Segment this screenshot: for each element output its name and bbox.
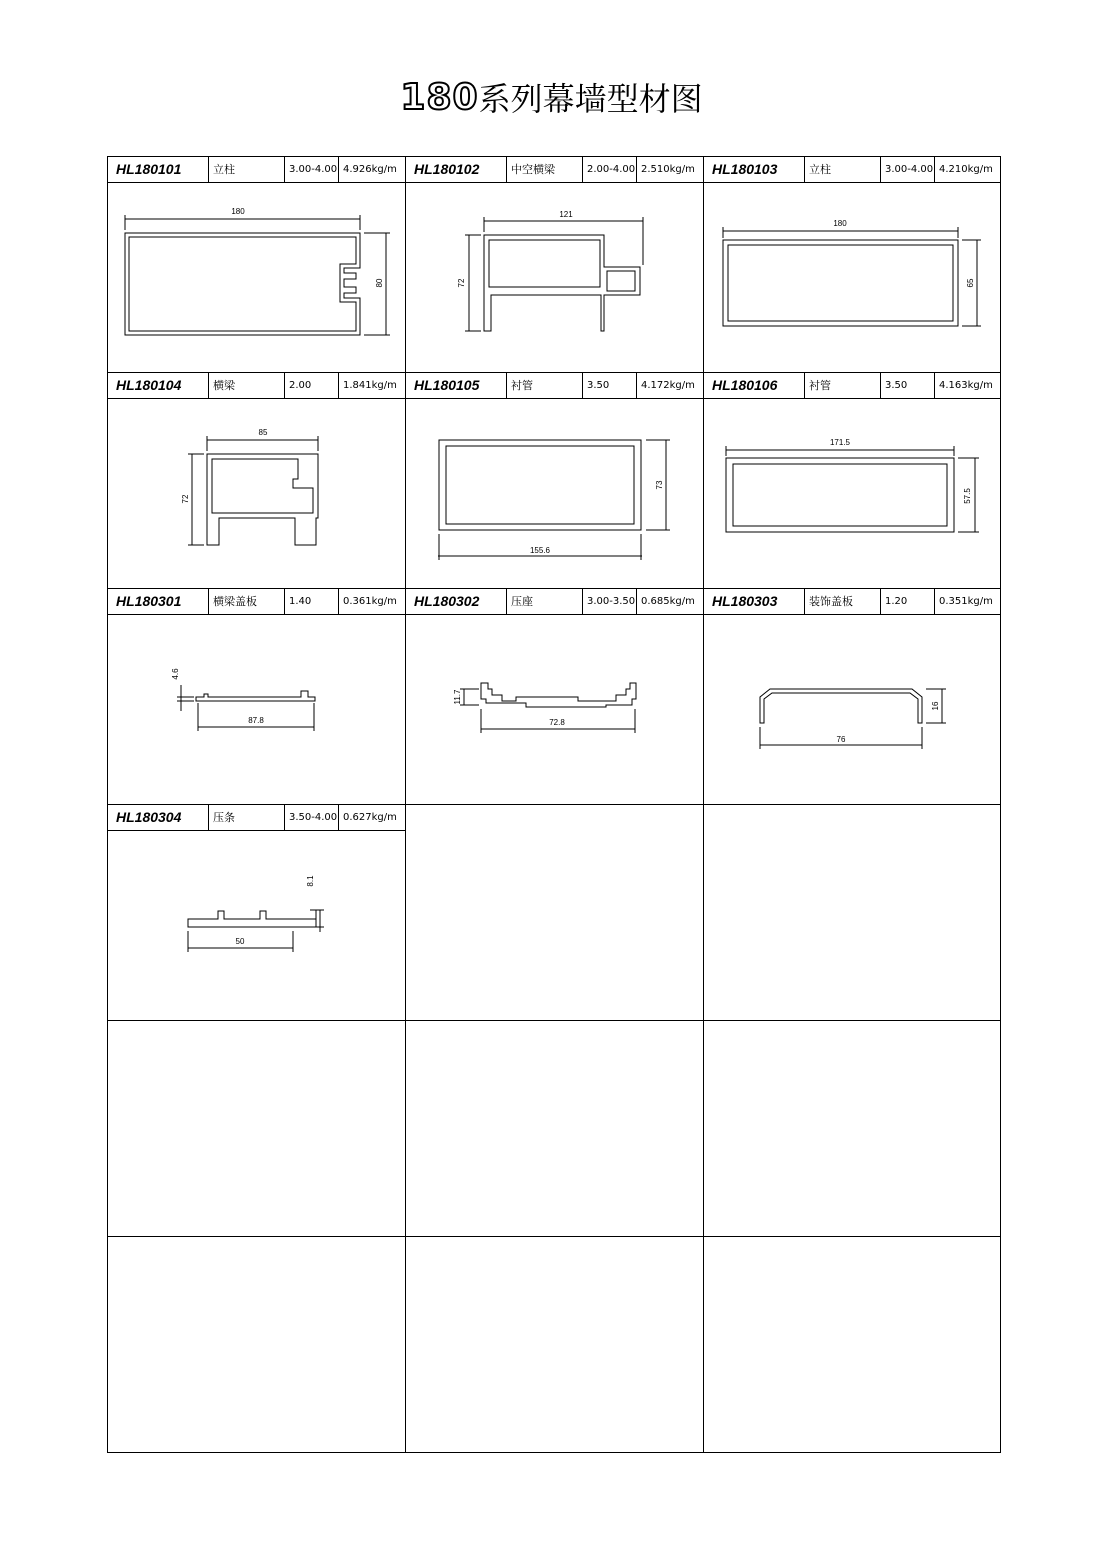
profile-drawing — [704, 399, 1001, 588]
profile-code: HL180102 — [414, 161, 480, 177]
title-number: 180 — [400, 76, 479, 118]
profile-header — [704, 157, 1001, 183]
profile-drawing — [108, 615, 405, 804]
profile-weight: 2.510kg/m — [636, 157, 703, 182]
dimension-label: 4.6 — [171, 668, 180, 680]
dimension-label: 80 — [375, 278, 384, 288]
profile-name: 衬管 — [506, 373, 582, 398]
profile-header — [406, 157, 703, 183]
profile-weight: 4.210kg/m — [934, 157, 1001, 182]
profile-weight: 1.841kg/m — [338, 373, 405, 398]
profile-header — [108, 805, 405, 831]
profile-drawing — [108, 831, 405, 1020]
profile-name: 中空横梁 — [506, 157, 582, 182]
profile-thickness: 3.50-4.00 — [284, 805, 338, 830]
profile-name: 横梁 — [208, 373, 284, 398]
profile-table — [107, 156, 1001, 1453]
profile-header — [704, 373, 1001, 399]
profile-weight: 0.361kg/m — [338, 589, 405, 614]
profile-weight: 4.163kg/m — [934, 373, 1001, 398]
profile-code: HL180301 — [116, 593, 182, 609]
page-title — [0, 74, 1103, 120]
profile-thickness: 2.00 — [284, 373, 338, 398]
profile-header — [108, 157, 405, 183]
profile-thickness: 3.00-4.00 — [284, 157, 338, 182]
dimension-label: 72.8 — [549, 718, 565, 727]
dimension-label: 87.8 — [248, 716, 264, 725]
profile-code: HL180104 — [116, 377, 182, 393]
profile-thickness: 3.50 — [880, 373, 934, 398]
dimension-label: 180 — [231, 207, 245, 216]
profile-name: 压座 — [506, 589, 582, 614]
profile-name: 压条 — [208, 805, 284, 830]
dimension-label: 76 — [836, 735, 846, 744]
profile-code: HL180304 — [116, 809, 182, 825]
dimension-label: 11.7 — [453, 689, 462, 705]
profile-code: HL180105 — [414, 377, 480, 393]
profile-header — [406, 589, 703, 615]
profile-weight: 4.926kg/m — [338, 157, 405, 182]
profile-name: 衬管 — [804, 373, 880, 398]
profile-drawing — [406, 183, 703, 372]
dimension-label: 72 — [181, 494, 190, 504]
dimension-label: 155.6 — [529, 546, 551, 555]
profile-thickness: 3.00-4.00 — [880, 157, 934, 182]
profile-thickness: 1.40 — [284, 589, 338, 614]
profile-weight: 4.172kg/m — [636, 373, 703, 398]
profile-thickness: 1.20 — [880, 589, 934, 614]
profile-name: 横梁盖板 — [208, 589, 284, 614]
profile-header — [406, 373, 703, 399]
dimension-label: 121 — [559, 210, 573, 219]
dimension-label: 73 — [655, 480, 664, 490]
profile-weight: 0.351kg/m — [934, 589, 1001, 614]
profile-drawing — [108, 183, 405, 372]
title-text: 系列幕墙型材图 — [478, 80, 703, 118]
dimension-label: 180 — [833, 219, 847, 228]
profile-header — [108, 373, 405, 399]
dimension-label: 65 — [966, 278, 975, 288]
dimension-label: 85 — [258, 428, 268, 437]
profile-drawing — [406, 399, 703, 588]
profile-header — [704, 589, 1001, 615]
profile-code: HL180101 — [116, 161, 182, 177]
dimension-label: 50 — [235, 937, 245, 946]
profile-thickness: 3.00-3.50 — [582, 589, 636, 614]
profile-code: HL180103 — [712, 161, 778, 177]
profile-code: HL180106 — [712, 377, 778, 393]
profile-weight: 0.685kg/m — [636, 589, 703, 614]
dimension-label: 8.1 — [306, 875, 315, 887]
profile-weight: 0.627kg/m — [338, 805, 405, 830]
profile-thickness: 2.00-4.00 — [582, 157, 636, 182]
profile-drawing — [704, 615, 1001, 804]
profile-name: 立柱 — [208, 157, 284, 182]
dimension-label: 57.5 — [963, 488, 972, 504]
dimension-label: 16 — [931, 701, 940, 711]
profile-drawing — [406, 615, 703, 804]
profile-drawing — [108, 399, 405, 588]
profile-header — [108, 589, 405, 615]
dimension-label: 72 — [457, 278, 466, 288]
profile-name: 立柱 — [804, 157, 880, 182]
dimension-label: 171.5 — [829, 438, 851, 447]
profile-code: HL180303 — [712, 593, 778, 609]
profile-drawing — [704, 183, 1001, 372]
profile-code: HL180302 — [414, 593, 480, 609]
profile-thickness: 3.50 — [582, 373, 636, 398]
profile-name: 装饰盖板 — [804, 589, 880, 614]
